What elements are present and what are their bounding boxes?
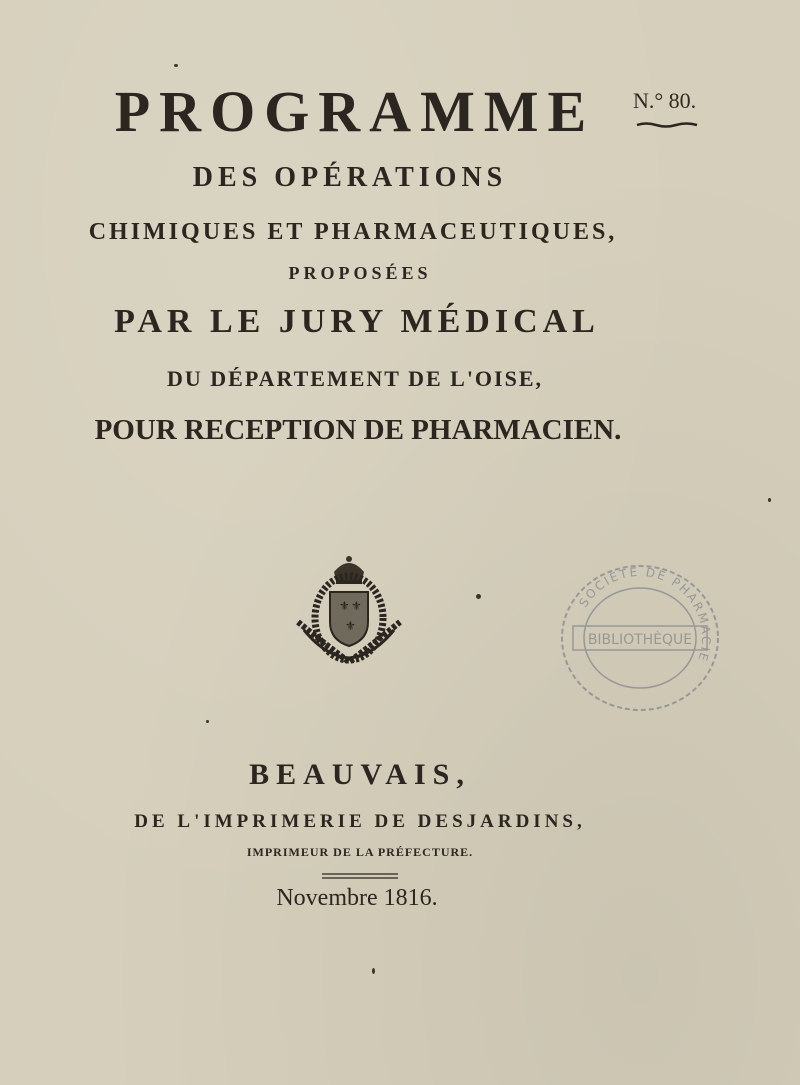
subtitle-department: DU DÉPARTEMENT DE L'OISE, [166,366,544,391]
imprint-rule [322,872,398,880]
subtitle-proposed: PROPOSÉES [288,263,432,283]
royal-coat-of-arms-icon [290,550,408,668]
paper-speck [206,720,209,723]
stamp-ring-text: SOCIÉTÉ DE PHARMACIE [576,564,714,665]
subtitle-chemical: CHIMIQUES ET PHARMACEUTIQUES, [88,219,618,245]
paper-speck [476,594,481,599]
imprint-city: BEAUVAIS, [249,758,471,791]
subtitle-jury: PAR LE JURY MÉDICAL [114,303,600,340]
document-number: N.° 80. [633,88,697,113]
svg-text:⚜: ⚜ [351,599,362,613]
paper-speck [174,64,178,67]
imprint-printer-title: IMPRIMEUR DE LA PRÉFECTURE. [246,845,474,859]
imprint-date: Novembre 1816. [276,885,438,911]
paper-speck [768,498,771,502]
paper-speck [372,968,375,974]
number-underline [636,122,698,128]
svg-text:⚜: ⚜ [339,599,350,613]
subtitle-operations: DES OPÉRATIONS [192,162,508,193]
svg-text:⚜: ⚜ [345,619,356,633]
stamp-center-text: BIBLIOTHÈQUE [587,632,693,648]
library-stamp-icon [555,558,725,718]
document-title: PROGRAMME [114,79,596,144]
imprint-printer: DE L'IMPRIMERIE DE DESJARDINS, [134,811,586,832]
subtitle-reception: POUR RECEPTION DE PHARMACIEN. [94,414,622,446]
